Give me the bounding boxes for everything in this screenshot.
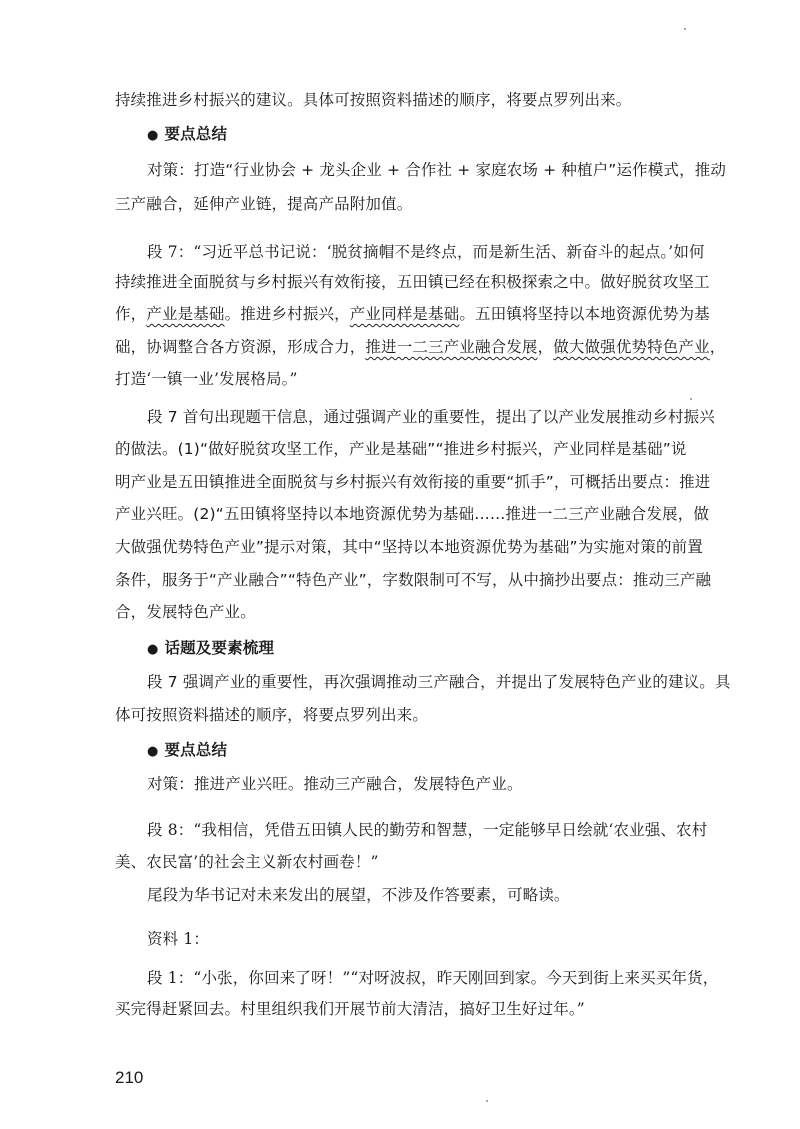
quote-line: [115, 302, 710, 326]
text-line: 合，发展特色产业。: [115, 603, 256, 621]
underlined-phrase: 推进一二三产业融合发展: [365, 338, 538, 356]
text-line: 段 7 强调产业的重要性，再次强调推动三产融合，并提出了发展特色产业的建议。具: [147, 673, 731, 691]
text-line: 条件，服务于“产业融合”“特色产业”，字数限制可不写，从中摘抄出要点：推动三产融: [115, 571, 712, 589]
text-line: 大做强优势特色产业”提示对策，其中“坚持以本地资源优势为基础”为实施对策的前置: [115, 538, 703, 556]
section-label: 资料 1：: [147, 930, 210, 948]
quote-line: 持续推进全面脱贫与乡村振兴有效衔接，五田镇已经在积极探索之中。做好脱贫攻坚工: [115, 273, 710, 291]
text-fragment: ，: [709, 338, 726, 356]
text-line: 对策：打造“行业协会 + 龙头企业 + 合作社 + 家庭农场 + 种植户”运作模式，推动: [147, 161, 727, 179]
quote-line: 段 8：“我相信，凭借五田镇人民的勤劳和智慧，一定能够早日绘就‘农业强、农村: [147, 821, 708, 839]
bullet-heading: ● 要点总结: [147, 738, 227, 764]
bullet-heading: ● 要点总结: [147, 122, 227, 148]
underlined-phrase: 做大做强优势特色产业: [553, 338, 710, 356]
text-line: 持续推进乡村振兴的建议。具体可按照资料描述的顺序，将要点罗列出来。: [115, 91, 632, 109]
text-line: 尾段为华书记对未来发出的展望，不涉及作答要素，可略读。: [147, 886, 570, 904]
text-line: 段 7 首句出现题干信息，通过强调产业的重要性，提出了以产业发展推动乡村振兴: [147, 408, 715, 426]
scan-speck: [690, 398, 692, 400]
page-number: 210: [115, 1068, 144, 1087]
quote-line: 打造‘一镇一业’发展格局。”: [115, 370, 298, 388]
quote-line: 段 7：“习近平总书记说：‘脱贫摘帽不是终点，而是新生活、新奋斗的起点。’如何: [147, 243, 705, 261]
bullet-heading: ● 话题及要素梳理: [147, 636, 274, 662]
quote-line: 段 1：“小张，你回来了呀！”“对呀波叔，昨天刚回到家。今天到街上来买买年货，: [147, 969, 719, 987]
scan-speck: [684, 28, 686, 30]
text-fragment: 。五田镇将坚持以本地资源优势为基: [459, 305, 710, 323]
text-line: 对策：推进产业兴旺。推动三产融合，发展特色产业。: [147, 775, 523, 793]
text-line: 产业兴旺。(2)“五田镇将坚持以本地资源优势为基础……推进一二三产业融合发展，做: [115, 505, 709, 523]
scan-speck: [486, 1100, 488, 1102]
text-line: 体可按照资料描述的顺序，将要点罗列出来。: [115, 706, 429, 724]
quote-line: 美、农民富’的社会主义新农村画卷！”: [115, 853, 379, 871]
quote-line: 买完得赶紧回去。村里组织我们开展节前大清洁，搞好卫生好过年。”: [115, 1000, 585, 1018]
text-fragment: 础，协调整合各方资源，形成合力，: [115, 338, 366, 356]
text-line: 明产业是五田镇推进全面脱贫与乡村振兴有效衔接的重要“抓手”，可概括出要点：推进: [115, 473, 711, 491]
underlined-phrase: 产业同样是基础: [349, 305, 460, 323]
text-fragment: 作，: [115, 305, 147, 323]
underlined-phrase: 产业是基础: [146, 305, 225, 323]
quote-line: [115, 335, 725, 359]
text-fragment: ，: [537, 338, 554, 356]
text-line: 的做法。(1)“做好脱贫攻坚工作，产业是基础”“推进乡村振兴，产业同样是基础”说: [115, 440, 687, 458]
text-fragment: 。推进乡村振兴，: [224, 305, 350, 323]
text-line: 三产融合，延伸产业链，提高产品附加值。: [115, 195, 413, 213]
